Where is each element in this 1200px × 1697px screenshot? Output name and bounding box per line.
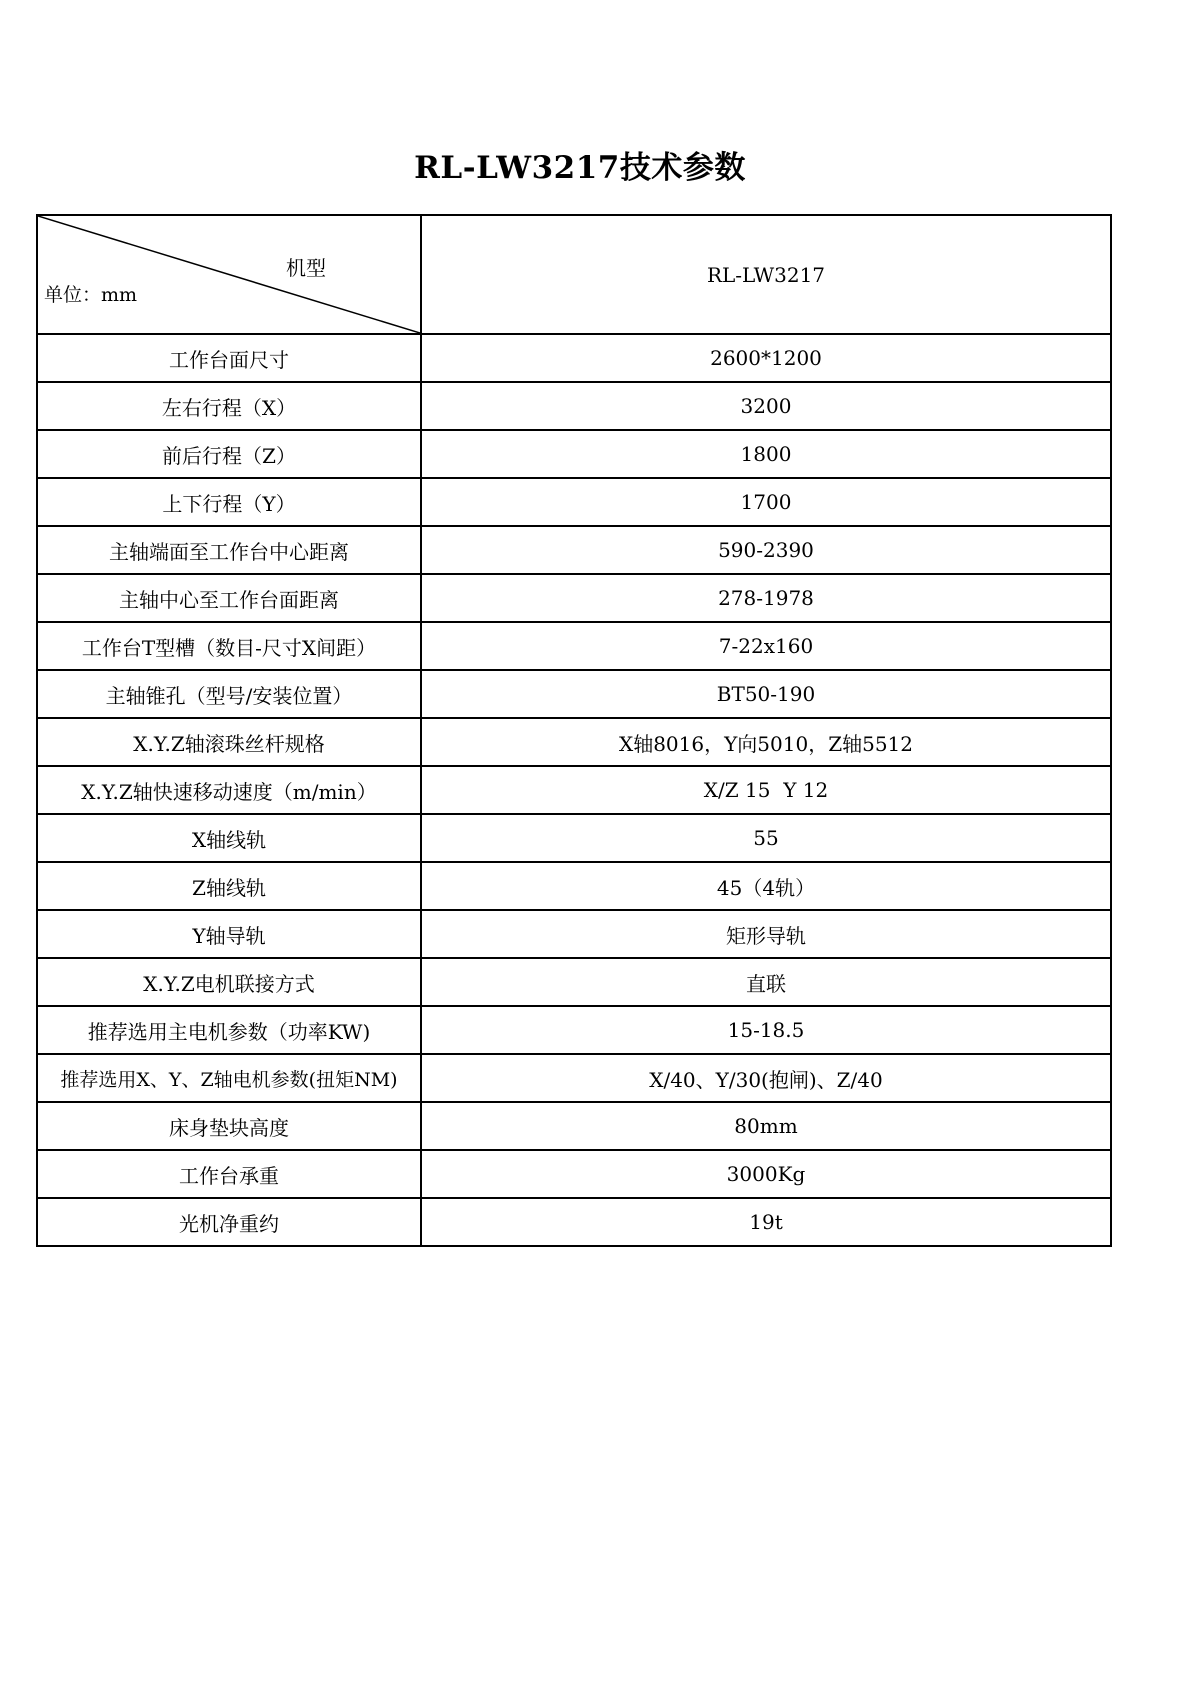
diagonal-line bbox=[38, 216, 420, 333]
value-cell: 45（4轨） bbox=[421, 862, 1111, 910]
value-cell: 7-22x160 bbox=[421, 622, 1111, 670]
param-cell: 推荐选用X、Y、Z轴电机参数(扭矩NM) bbox=[37, 1054, 421, 1102]
diagonal-header-cell bbox=[37, 215, 421, 334]
unit-label: 单位：mm bbox=[44, 284, 138, 306]
param-cell: X.Y.Z轴快速移动速度（m/min） bbox=[37, 766, 421, 814]
value-cell: 3200 bbox=[421, 382, 1111, 430]
param-cell: 推荐选用主电机参数（功率KW) bbox=[37, 1006, 421, 1054]
param-cell: 工作台承重 bbox=[37, 1150, 421, 1198]
value-cell: 590-2390 bbox=[421, 526, 1111, 574]
table-row bbox=[37, 1006, 1111, 1054]
value-cell: 3000Kg bbox=[421, 1150, 1111, 1198]
value-cell: 80mm bbox=[421, 1102, 1111, 1150]
table-row bbox=[37, 382, 1111, 430]
table-row bbox=[37, 1102, 1111, 1150]
value-cell: 15-18.5 bbox=[421, 1006, 1111, 1054]
model-name-cell: RL-LW3217 bbox=[421, 215, 1111, 334]
param-cell: X轴线轨 bbox=[37, 814, 421, 862]
table-row bbox=[37, 430, 1111, 478]
param-cell: 主轴中心至工作台面距离 bbox=[37, 574, 421, 622]
value-cell: 55 bbox=[421, 814, 1111, 862]
param-cell: 床身垫块高度 bbox=[37, 1102, 421, 1150]
value-cell: 19t bbox=[421, 1198, 1111, 1246]
table-row bbox=[37, 1198, 1111, 1246]
table-row bbox=[37, 910, 1111, 958]
param-cell: Y轴导轨 bbox=[37, 910, 421, 958]
table-row bbox=[37, 766, 1111, 814]
param-cell: 前后行程（Z） bbox=[37, 430, 421, 478]
param-cell: 光机净重约 bbox=[37, 1198, 421, 1246]
table-row bbox=[37, 718, 1111, 766]
param-cell: X.Y.Z电机联接方式 bbox=[37, 958, 421, 1006]
value-cell: 直联 bbox=[421, 958, 1111, 1006]
table-row bbox=[37, 1054, 1111, 1102]
param-cell: 主轴锥孔（型号/安装位置） bbox=[37, 670, 421, 718]
table-row bbox=[37, 334, 1111, 382]
param-cell: 工作台T型槽（数目-尺寸X间距） bbox=[37, 622, 421, 670]
param-cell: 主轴端面至工作台中心距离 bbox=[37, 526, 421, 574]
page-title: RL-LW3217技术参数 bbox=[414, 150, 746, 186]
param-cell: Z轴线轨 bbox=[37, 862, 421, 910]
value-cell: X/40、Y/30(抱闸)、Z/40 bbox=[421, 1054, 1111, 1102]
value-cell: 矩形导轨 bbox=[421, 910, 1111, 958]
table-row bbox=[37, 958, 1111, 1006]
model-header-label: 机型 bbox=[286, 256, 326, 280]
table-row bbox=[37, 862, 1111, 910]
value-cell: 1700 bbox=[421, 478, 1111, 526]
param-cell: 工作台面尺寸 bbox=[37, 334, 421, 382]
value-cell: 278-1978 bbox=[421, 574, 1111, 622]
table-row bbox=[37, 478, 1111, 526]
table-row bbox=[37, 1150, 1111, 1198]
param-cell: X.Y.Z轴滚珠丝杆规格 bbox=[37, 718, 421, 766]
table-row bbox=[37, 526, 1111, 574]
param-cell: 上下行程（Y） bbox=[37, 478, 421, 526]
table-row bbox=[37, 670, 1111, 718]
value-cell: BT50-190 bbox=[421, 670, 1111, 718]
value-cell: 2600*1200 bbox=[421, 334, 1111, 382]
spec-table bbox=[36, 214, 1112, 1247]
table-row bbox=[37, 622, 1111, 670]
value-cell: X轴8016，Y向5010，Z轴5512 bbox=[421, 718, 1111, 766]
table-row bbox=[37, 574, 1111, 622]
value-cell: 1800 bbox=[421, 430, 1111, 478]
param-cell: 左右行程（X） bbox=[37, 382, 421, 430]
value-cell: X/Z 15 Y 12 bbox=[421, 766, 1111, 814]
table-header-row bbox=[37, 215, 1111, 334]
table-row bbox=[37, 814, 1111, 862]
